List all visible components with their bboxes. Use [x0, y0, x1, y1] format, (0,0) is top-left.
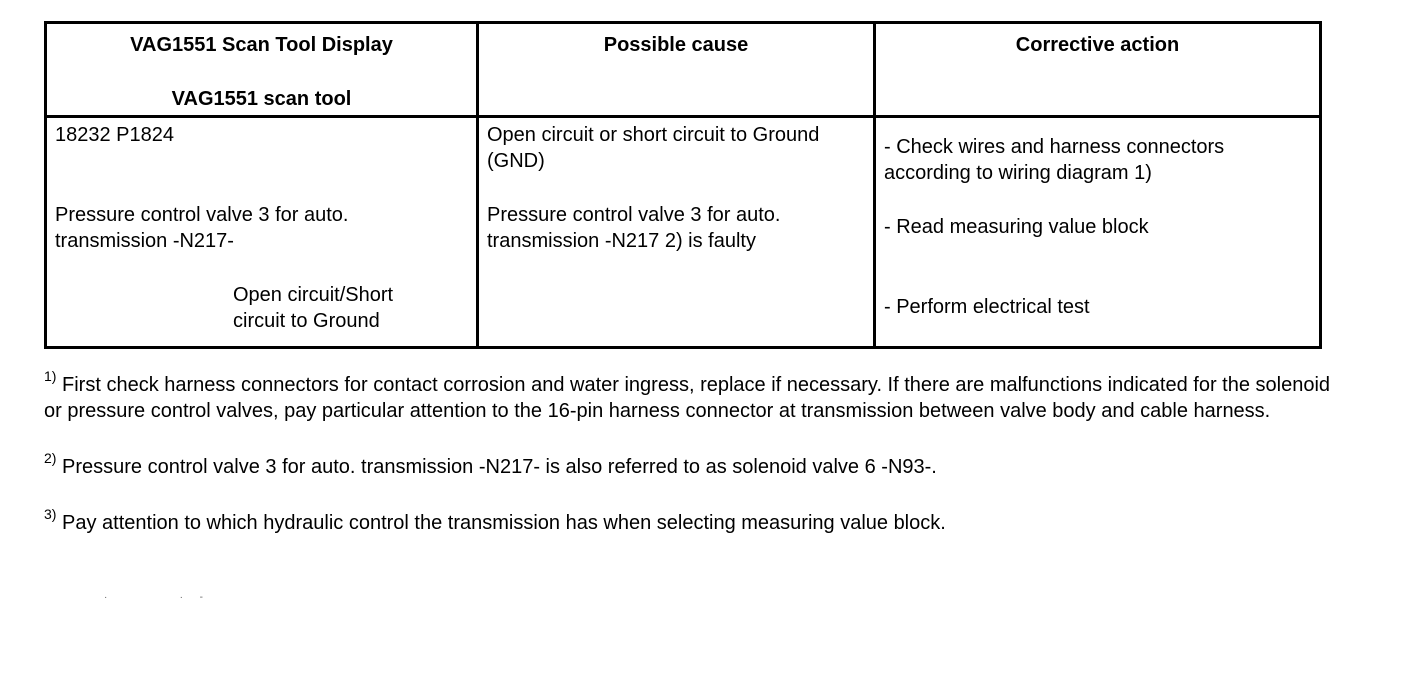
fault-status: Open circuit/Short circuit to Ground	[233, 284, 394, 332]
cause-cell	[478, 117, 875, 348]
header-possible-cause	[478, 23, 875, 117]
footnote-2-mark: 2)	[44, 450, 57, 467]
corrective-action-1: - Check wires and harness connectors according to wiring diagram 1)	[884, 136, 1225, 184]
possible-cause-1: Open circuit or short circuit to Ground (GND)	[487, 124, 820, 172]
header-possible-cause-label: Possible cause	[603, 34, 749, 56]
footnote-3-mark: 3)	[44, 506, 57, 523]
display-cell	[46, 117, 478, 348]
corrective-action-3: - Perform electrical test	[884, 296, 1090, 318]
footnote-2-text: Pressure control valve 3 for auto. transmission -N217- is also referred to as solenoid valve 6 -N93-.	[56, 456, 937, 478]
footnotes	[44, 368, 1344, 566]
footnote-1-mark: 1)	[44, 368, 57, 385]
possible-cause-2: Pressure control valve 3 for auto. transmission -N217 2) is faulty	[487, 204, 781, 252]
scan-specks: · · -	[104, 592, 203, 603]
header-corrective-action-label: Corrective action	[1015, 34, 1180, 56]
footnote-1-text: First check harness connectors for contact corrosion and water ingress, replace if necessary. If there are malfunctions indicated for the solenoid or pressure control valves, pay particular attention to the 16-pin harness connector at transmission between valve body and cable harness.	[44, 374, 1331, 422]
footnote-2	[44, 450, 1344, 480]
header-scan-tool-display-title: VAG1551 Scan Tool Display	[130, 34, 393, 56]
footnote-3	[44, 506, 1344, 536]
header-scan-tool-subtitle: VAG1551 scan tool	[171, 88, 352, 110]
table-header-row	[46, 23, 1321, 117]
fault-code-table	[44, 21, 1322, 349]
action-cell	[875, 117, 1321, 348]
corrective-action-2: - Read measuring value block	[884, 216, 1149, 238]
header-scan-tool-display	[46, 23, 478, 117]
table-row	[46, 117, 1321, 348]
fault-component: Pressure control valve 3 for auto. transmission -N217-	[55, 204, 349, 252]
footnote-3-text: Pay attention to which hydraulic control the transmission has when selecting measuring value block.	[56, 512, 946, 534]
header-corrective-action	[875, 23, 1321, 117]
footnote-1	[44, 368, 1344, 424]
fault-code: 18232 P1824	[55, 124, 175, 146]
